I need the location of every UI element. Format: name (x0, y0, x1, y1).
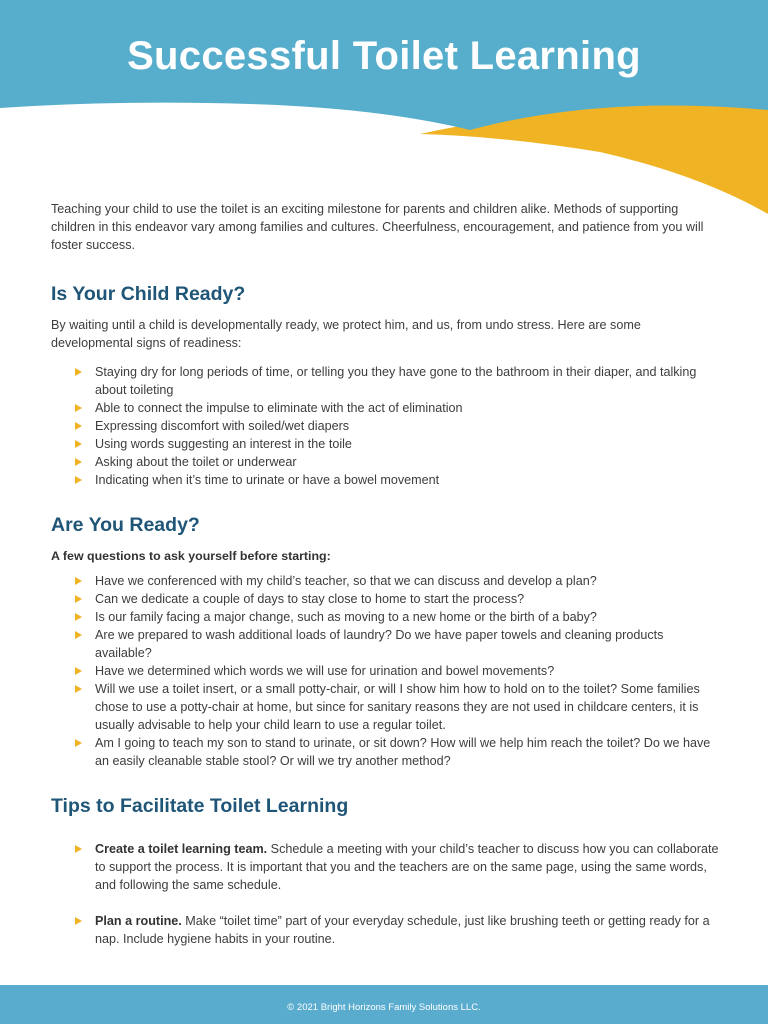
list-item: Are we prepared to wash additional loads of laundry? Do we have paper towels and cleaning products available? (51, 626, 719, 662)
bullet-arrow-icon (75, 440, 82, 448)
bullet-arrow-icon (75, 739, 82, 747)
list-item: Indicating when it’s time to urinate or have a bowel movement (51, 471, 719, 489)
bullet-arrow-icon (75, 422, 82, 430)
list-item (51, 840, 719, 894)
list-item: Have we determined which words we will use for urination and bowel movements? (51, 662, 719, 680)
header-wave-graphic (0, 0, 768, 215)
section-heading-child-ready: Is Your Child Ready? (51, 283, 246, 305)
bullet-arrow-icon (75, 577, 82, 585)
you-ready-subheading: A few questions to ask yourself before starting: (51, 549, 331, 563)
list-item: Able to connect the impulse to eliminate with the act of elimination (51, 399, 719, 417)
list-item: Will we use a toilet insert, or a small potty-chair, or will I show him how to hold on to the toilet? Some families chose to use a potty-chair at home, but since for sanitary reasons they are not used in childcare centers, it is usually advisable to help your child learn to use a regular toilet. (51, 680, 719, 734)
list-item: Is our family facing a major change, such as moving to a new home or the birth of a baby? (51, 608, 719, 626)
section-heading-tips: Tips to Facilitate Toilet Learning (51, 795, 349, 817)
page-title: Successful Toilet Learning (127, 34, 641, 78)
bullet-arrow-icon (75, 667, 82, 675)
section-heading-you-ready: Are You Ready? (51, 514, 200, 536)
list-item: Have we conferenced with my child’s teacher, so that we can discuss and develop a plan? (51, 572, 719, 590)
readiness-signs-list (51, 363, 719, 489)
list-item: Staying dry for long periods of time, or telling you they have gone to the bathroom in their diaper, and talking about toileting (51, 363, 719, 399)
bullet-arrow-icon (75, 845, 82, 853)
tip-title: Plan a routine. (95, 914, 182, 928)
copyright-text: © 2021 Bright Horizons Family Solutions LLC. (287, 1002, 481, 1013)
bullet-arrow-icon (75, 613, 82, 621)
bullet-arrow-icon (75, 631, 82, 639)
tips-list (51, 840, 719, 948)
bullet-arrow-icon (75, 368, 82, 376)
header-banner (0, 0, 768, 215)
tip-text: Schedule a meeting with your child’s teacher to discuss how you can collaborate to support the process. It is important that you and the teachers are on the same page, using the same words, and following the same schedule. (95, 842, 719, 892)
bullet-arrow-icon (75, 476, 82, 484)
footer-bar (0, 985, 768, 1024)
bullet-arrow-icon (75, 685, 82, 693)
intro-paragraph: Teaching your child to use the toilet is an exciting milestone for parents and children alike. Methods of supporting children in this endeavor vary among families and cultures. Cheerfulness, encouragement, and patience from you will foster success. (51, 202, 704, 252)
main-content (51, 200, 719, 948)
list-item: Asking about the toilet or underwear (51, 453, 719, 471)
tip-title: Create a toilet learning team. (95, 842, 268, 856)
parent-questions-list (51, 572, 719, 770)
list-item: Am I going to teach my son to stand to urinate, or sit down? How will we help him reach the toilet? Do we have an easily cleanable stable stool? Or will we try another method? (51, 734, 719, 770)
list-item (51, 912, 719, 948)
bullet-arrow-icon (75, 595, 82, 603)
list-item: Expressing discomfort with soiled/wet diapers (51, 417, 719, 435)
tip-text: Make “toilet time” part of your everyday schedule, just like brushing teeth or getting ready for a nap. Include hygiene habits in your routine. (95, 914, 710, 946)
bullet-arrow-icon (75, 458, 82, 466)
bullet-arrow-icon (75, 917, 82, 925)
child-ready-paragraph: By waiting until a child is developmentally ready, we protect him, and us, from undo stress. Here are some developmental signs of readiness: (51, 318, 641, 350)
bullet-arrow-icon (75, 404, 82, 412)
list-item: Can we dedicate a couple of days to stay close to home to start the process? (51, 590, 719, 608)
list-item: Using words suggesting an interest in the toile (51, 435, 719, 453)
